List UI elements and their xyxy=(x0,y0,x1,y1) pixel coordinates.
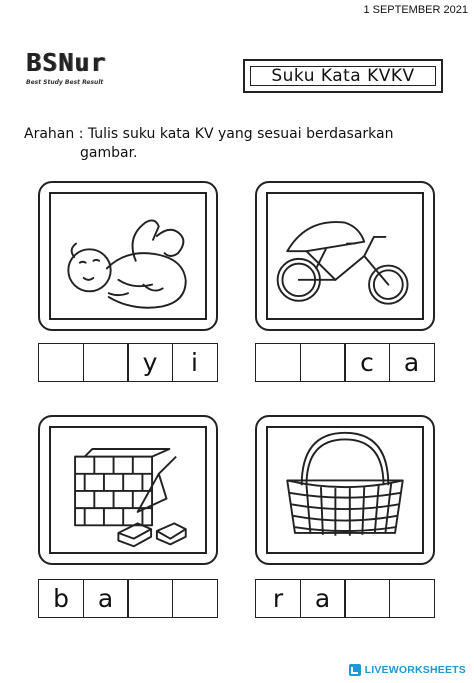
picture-frame xyxy=(266,426,424,554)
answer-box: a xyxy=(300,579,346,618)
liveworksheets-brand: LIVEWORKSHEETS xyxy=(364,664,466,676)
answer-box[interactable] xyxy=(38,343,84,382)
picture-card-trishaw xyxy=(255,181,435,331)
worksheet-title: Suku Kata KVKV xyxy=(250,66,436,86)
answer-box: r xyxy=(255,579,301,618)
trishaw-icon xyxy=(268,194,422,318)
baby-icon xyxy=(51,194,205,318)
answer-box: i xyxy=(172,343,218,382)
picture-card-basket xyxy=(255,415,435,565)
liveworksheets-logo-icon xyxy=(348,663,362,677)
picture-frame xyxy=(49,192,207,320)
answer-box[interactable] xyxy=(127,579,173,618)
answer-box[interactable] xyxy=(389,579,435,618)
answer-box: a xyxy=(389,343,435,382)
instruction-line-2: gambar. xyxy=(80,145,138,161)
answer-box[interactable] xyxy=(344,579,390,618)
brand-logo xyxy=(26,50,106,86)
answer-box: y xyxy=(127,343,173,382)
answer-row-baby xyxy=(38,343,218,382)
worksheet-title-box xyxy=(243,59,443,93)
logo-tagline: Best Study Best Result xyxy=(26,79,104,86)
answer-box: a xyxy=(83,579,129,618)
answer-box: c xyxy=(344,343,390,382)
instruction-text xyxy=(24,125,464,163)
logo-text: BSNur xyxy=(26,48,107,77)
picture-card-bricks xyxy=(38,415,218,565)
basket-icon xyxy=(268,428,422,552)
liveworksheets-footer xyxy=(348,663,466,677)
answer-box[interactable] xyxy=(300,343,346,382)
answer-box: b xyxy=(38,579,84,618)
answer-box[interactable] xyxy=(255,343,301,382)
answer-row-basket xyxy=(255,579,435,618)
picture-card-baby xyxy=(38,181,218,331)
answer-box[interactable] xyxy=(172,579,218,618)
answer-row-bricks xyxy=(38,579,218,618)
bricks-trowel-icon xyxy=(51,428,205,552)
answer-box[interactable] xyxy=(83,343,129,382)
picture-frame xyxy=(266,192,424,320)
date-label: 1 SEPTEMBER 2021 xyxy=(363,4,468,16)
answer-row-trishaw xyxy=(255,343,435,382)
instruction-line-1: Arahan : Tulis suku kata KV yang sesuai berdasarkan xyxy=(24,126,394,142)
picture-frame xyxy=(49,426,207,554)
